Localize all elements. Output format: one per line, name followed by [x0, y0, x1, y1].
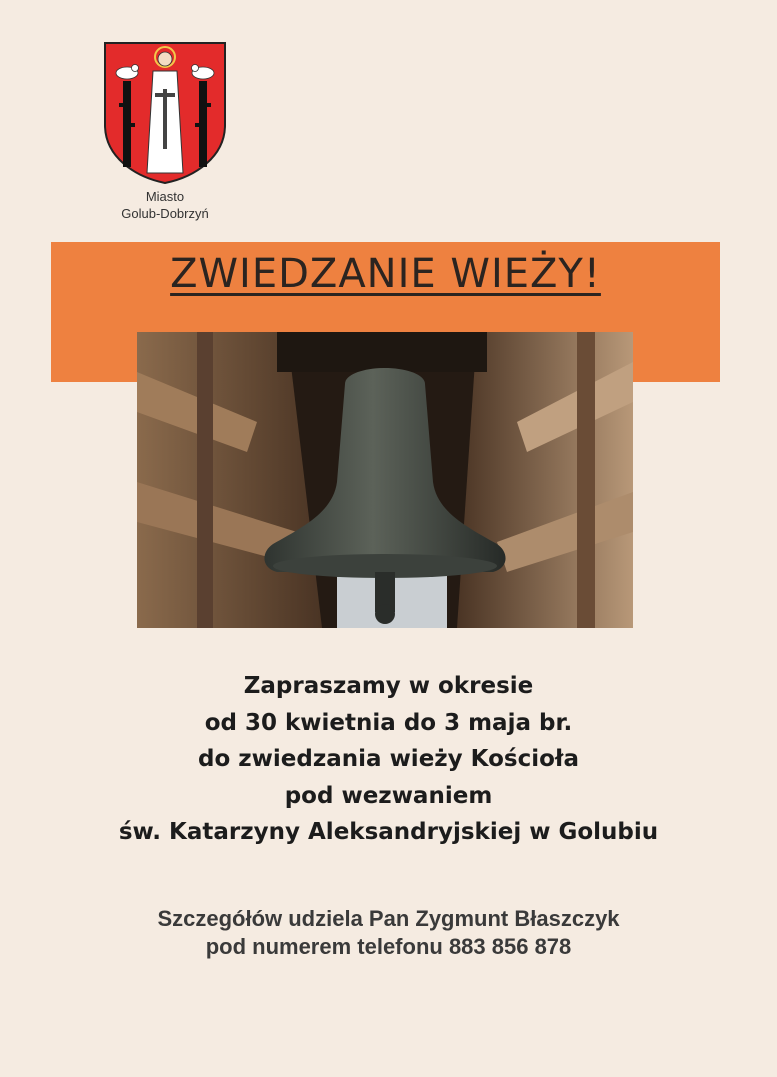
- invitation-message: [40, 668, 737, 851]
- headline-text: ZWIEDZANIE WIEŻY!: [170, 251, 601, 297]
- message-line: do zwiedzania wieży Kościoła: [198, 746, 579, 772]
- message-line: pod wezwaniem: [284, 782, 493, 809]
- message-line: św. Katarzyny Aleksandryjskiej w Golubiu: [118, 819, 659, 845]
- message-line: od 30 kwietnia do 3 maja br.: [204, 709, 573, 736]
- contact-line-person: Szczegółów udziela Pan Zygmunt Błaszczyk: [157, 906, 620, 931]
- headline: [51, 250, 720, 298]
- contact-info: [40, 905, 737, 961]
- contact-line-phone: pod numerem telefonu 883 856 878: [205, 934, 572, 959]
- message-line: Zapraszamy w okresie: [243, 673, 534, 699]
- bell-photo: [137, 332, 633, 628]
- coat-of-arms-icon: [103, 41, 227, 185]
- logo-line-city-name: Golub-Dobrzyń: [121, 206, 209, 221]
- logo-line-city-label: Miasto: [145, 189, 185, 204]
- logo-caption: [90, 188, 240, 222]
